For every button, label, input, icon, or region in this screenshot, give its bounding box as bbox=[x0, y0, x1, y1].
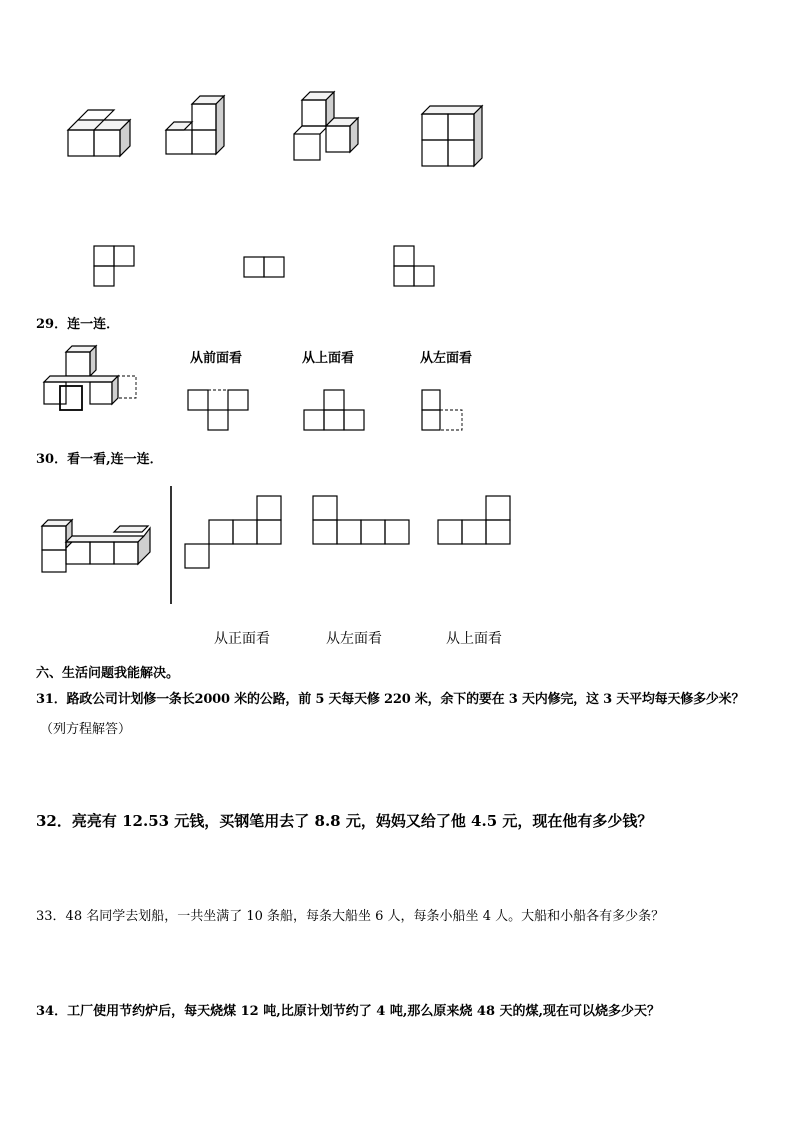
q30-view-label-left: 从左面看 bbox=[326, 631, 382, 647]
q29-top-view bbox=[302, 388, 368, 434]
q29-view-label-front: 从前面看 bbox=[190, 351, 243, 366]
question-30-title: 30．看一看,连一连． bbox=[36, 452, 163, 467]
solid-figure-1 bbox=[60, 110, 130, 162]
q30-view-label-front: 从正面看 bbox=[214, 631, 270, 647]
q30-view-shape-3 bbox=[434, 494, 516, 550]
view-shape-c bbox=[392, 244, 438, 288]
q30-solid-figure bbox=[40, 518, 156, 576]
q30-view-shape-2 bbox=[311, 494, 415, 550]
question-34-text: 34．工厂使用节约炉后，每天烧煤 12 吨,比原计划节约了 4 吨,那么原来烧 48 天的煤,现在可以烧多少天？ bbox=[36, 1004, 661, 1019]
view-shape-a bbox=[92, 244, 138, 288]
section-6-heading: 六、生活问题我能解决。 bbox=[36, 666, 180, 681]
question-33-text: 33．48 名同学去划船，一共坐满了 10 条船，每条大船坐 6 人，每条小船坐 4 人。大船和小船各有多少条？ bbox=[36, 909, 665, 924]
q30-view-label-top: 从上面看 bbox=[446, 631, 502, 647]
view-shape-b bbox=[242, 255, 288, 279]
question-32-text: 32．亮亮有 12.53 元钱，买钢笔用去了 8.8 元，妈妈又给了他 4.5 元，现在他有多少钱？ bbox=[36, 812, 653, 830]
solid-figure-4 bbox=[418, 104, 486, 168]
q29-solid-figure bbox=[38, 344, 138, 414]
question-29-title: 29．连一连． bbox=[36, 317, 120, 332]
question-31-text: 31．路政公司计划修一条长2000 米的公路，前 5 天每天修 220 米，余下的要在 3 天内修完，这 3 天平均每天修多少米？ bbox=[36, 692, 745, 707]
solid-figure-2 bbox=[160, 96, 232, 162]
q29-view-label-top: 从上面看 bbox=[302, 351, 355, 366]
q29-left-view bbox=[420, 388, 466, 434]
question-31-note: （列方程解答） bbox=[40, 722, 132, 737]
q29-view-label-left: 从左面看 bbox=[420, 351, 473, 366]
q29-front-view bbox=[186, 388, 252, 434]
q30-view-shape-1 bbox=[181, 494, 285, 574]
q30-divider-line bbox=[168, 486, 174, 606]
solid-figure-3 bbox=[288, 92, 364, 164]
